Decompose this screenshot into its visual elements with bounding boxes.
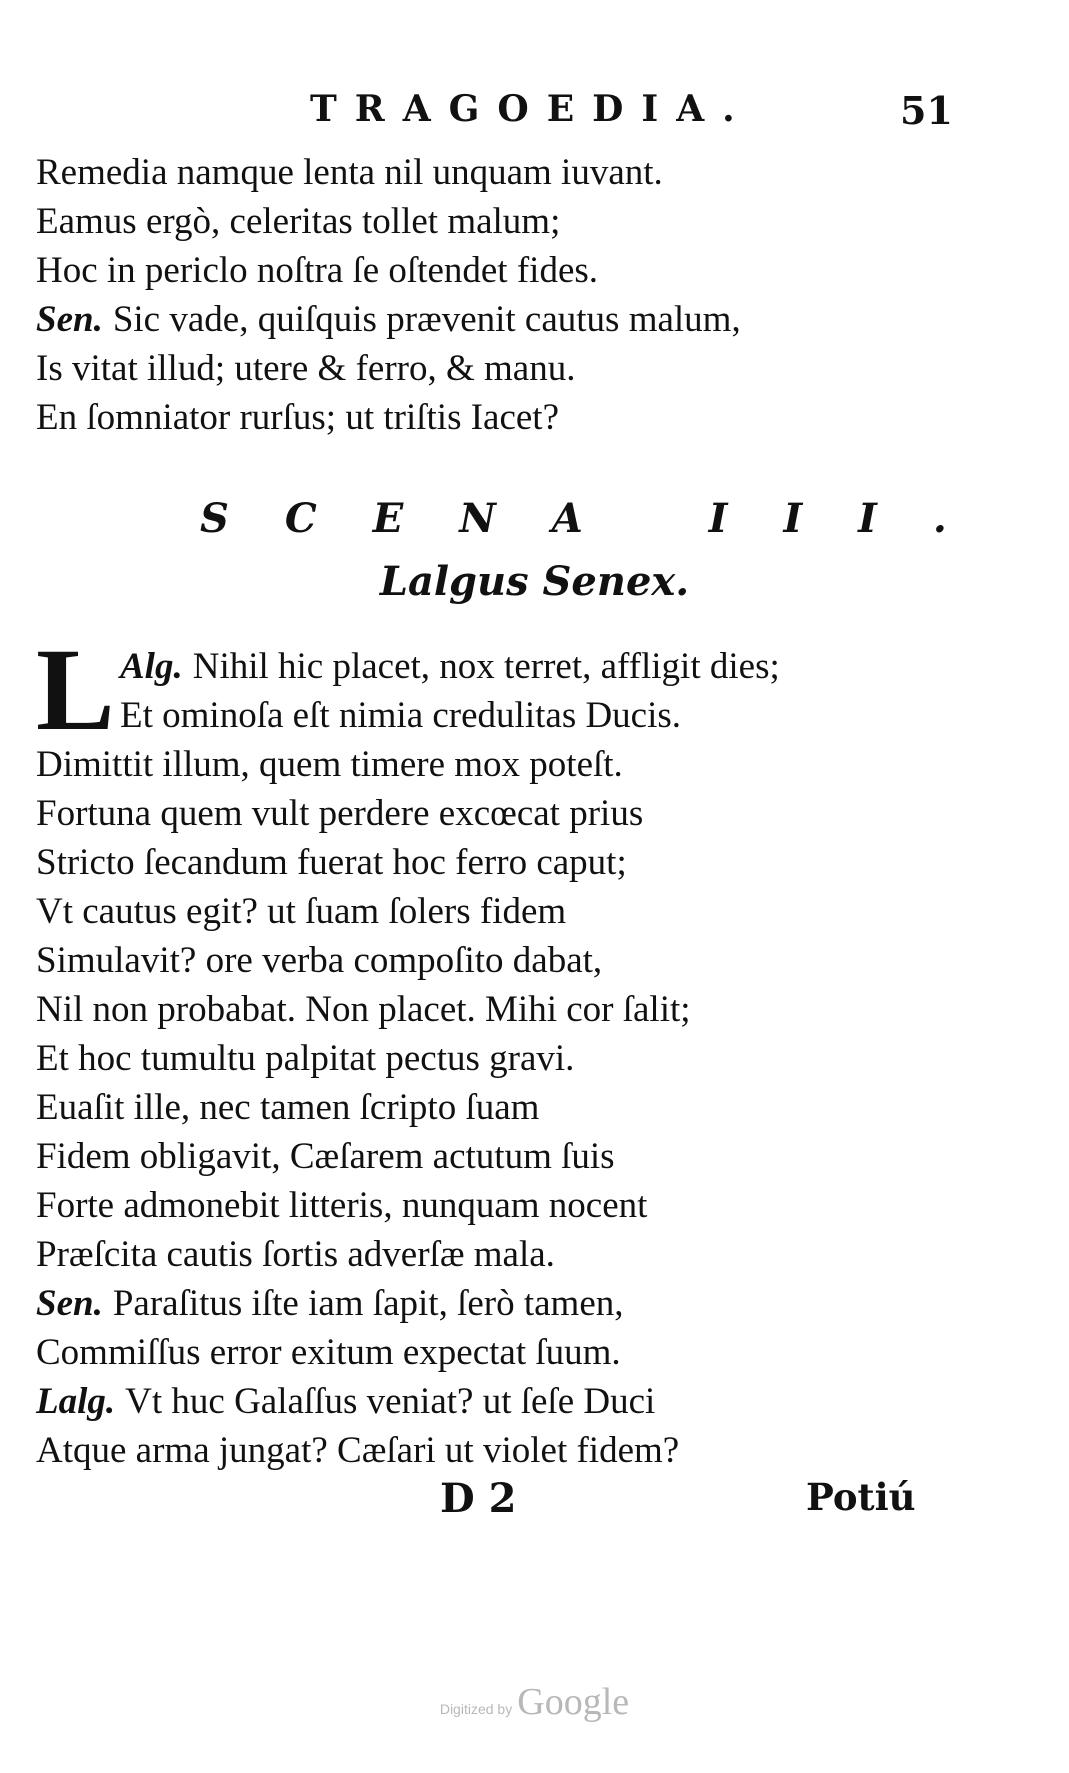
- verse-block-scene: [36, 624, 956, 1475]
- page-header: [0, 88, 1069, 148]
- watermark-prefix: Digitized by: [439, 1701, 513, 1717]
- verse-line: [36, 1279, 956, 1328]
- verse-line: [36, 1181, 956, 1230]
- verse-line: [36, 740, 956, 789]
- verse-text: Hoc in periclo noſtra ſe oſtendet fides.: [36, 250, 599, 291]
- verse-text: Nihil hic placet, nox terret, affligit dies;: [192, 646, 780, 687]
- verse-text: Eamus ergò, celeritas tollet malum;: [36, 201, 561, 242]
- verse-line: [36, 691, 956, 740]
- verse-text: Commiſſus error exitum expectat ſuum.: [36, 1332, 621, 1373]
- running-title: TRAGOEDIA.: [310, 88, 753, 130]
- verse-text: Nil non probabat. Non placet. Mihi cor ſalit;: [36, 989, 691, 1030]
- page-number: 51: [900, 88, 953, 133]
- verse-line: [36, 838, 956, 887]
- verse-block-top: [36, 148, 956, 442]
- verse-text: Vt huc Galaſſus veniat? ut ſeſe Duci: [125, 1381, 656, 1422]
- verse-text: Remedia namque lenta nil unquam iuvant.: [36, 152, 663, 193]
- drop-cap: L: [36, 624, 115, 755]
- speaker-label: Lalg.: [36, 1381, 116, 1422]
- verse-text: Vt cautus egit? ut ſuam ſolers fidem: [36, 891, 567, 932]
- verse-line: [36, 1230, 956, 1279]
- verse-line: [36, 1426, 956, 1475]
- speaker-label: Sen.: [36, 299, 103, 340]
- verse-line: [36, 642, 956, 691]
- verse-text: Fortuna quem vult perdere excœcat prius: [36, 793, 644, 834]
- verse-text: Sic vade, quiſquis prævenit cautus malum,: [112, 299, 741, 340]
- digitization-watermark: [0, 1680, 1069, 1724]
- verse-text: Paraſitus iſte iam ſapit, ſerò tamen,: [112, 1283, 624, 1324]
- verse-line: [36, 1377, 956, 1426]
- verse-text: Præſcita cautis ſortis adverſæ mala.: [36, 1234, 555, 1275]
- verse-text: Simulavit? ore verba compoſito dabat,: [36, 940, 603, 981]
- verse-text: Forte admonebit litteris, nunquam nocent: [36, 1185, 648, 1226]
- verse-text: Euaſit ille, nec tamen ſcripto ſuam: [36, 1087, 540, 1128]
- verse-line: [36, 393, 956, 442]
- verse-text: Et hoc tumultu palpitat pectus gravi.: [36, 1038, 575, 1079]
- speaker-label: Sen.: [36, 1283, 103, 1324]
- page-footer: [0, 1475, 1069, 1535]
- verse-line: [36, 344, 956, 393]
- verse-line: [36, 1328, 956, 1377]
- verse-text: Atque arma jungat? Cæſari ut violet fidem?: [36, 1430, 680, 1471]
- google-logo: Google: [517, 1681, 630, 1723]
- verse-text: Dimittit illum, quem timere mox poteſt.: [36, 744, 623, 785]
- verse-text: En ſomniator rurſus; ut triſtis Iacet?: [36, 397, 560, 438]
- signature-mark: D 2: [440, 1475, 517, 1522]
- verse-line: [36, 1132, 956, 1181]
- verse-line: [36, 197, 956, 246]
- verse-line: [36, 295, 956, 344]
- verse-text: Is vitat illud; utere & ferro, & manu.: [36, 348, 576, 389]
- verse-line: [36, 148, 956, 197]
- verse-line: [36, 985, 956, 1034]
- verse-text: Fidem obligavit, Cæſarem actutum ſuis: [36, 1136, 615, 1177]
- verse-line: [36, 1083, 956, 1132]
- verse-text: Stricto ſecandum fuerat hoc ferro caput;: [36, 842, 627, 883]
- verse-line: [36, 887, 956, 936]
- verse-line: [36, 789, 956, 838]
- verse-text: Et ominoſa eſt nimia credulitas Ducis.: [120, 695, 682, 736]
- scene-persona: Lalgus Senex.: [379, 558, 690, 605]
- catchword: Potiú: [806, 1475, 916, 1519]
- verse-line: [36, 246, 956, 295]
- verse-line: [36, 1034, 956, 1083]
- speaker-label: Alg.: [120, 646, 183, 687]
- verse-line: [36, 936, 956, 985]
- scene-heading: SCENA III.: [200, 495, 1003, 542]
